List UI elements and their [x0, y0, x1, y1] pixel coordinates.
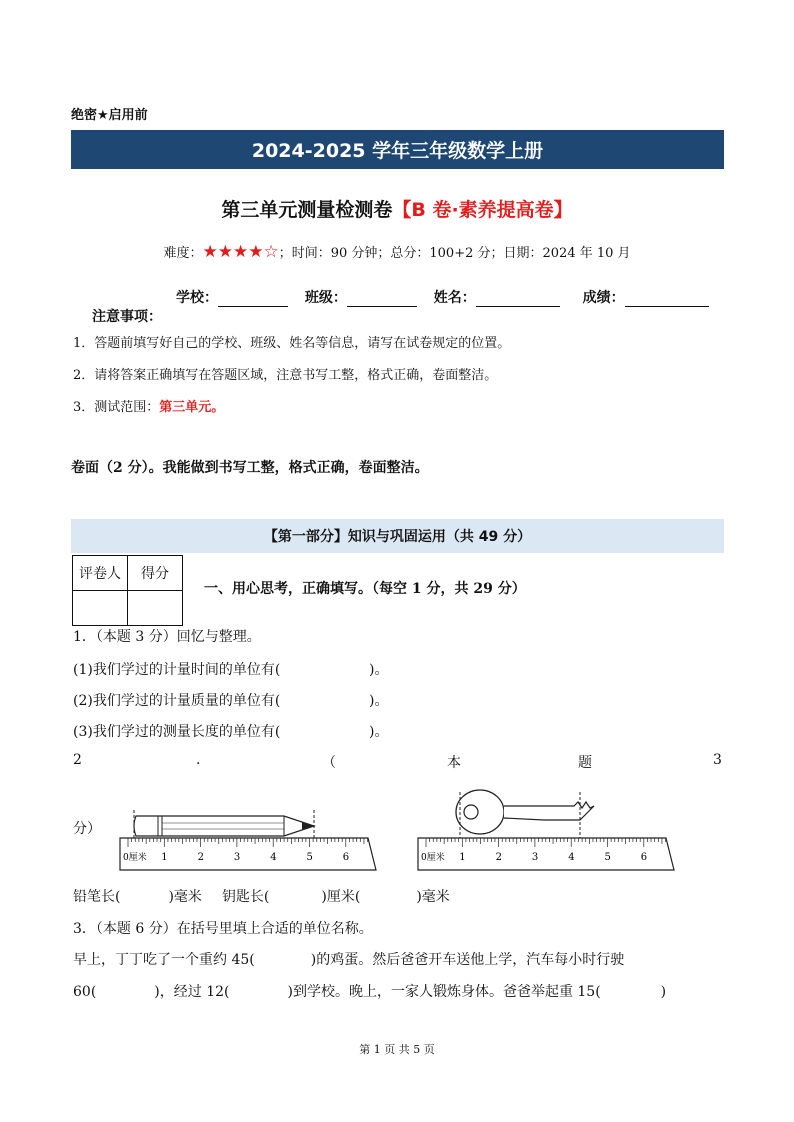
q1-b-text: (2)我们学过的计量质量的单位有( — [73, 693, 281, 709]
q1-stem: 1．（本题 3 分）回忆与整理。 — [73, 629, 261, 645]
score-cell[interactable] — [128, 591, 183, 626]
exam-title-bar: 2024-2025 学年三年级数学上册 — [71, 130, 724, 169]
difficulty-stars — [202, 242, 279, 262]
q3-stem: 3．（本题 6 分）在括号里填上合适的单位名称。 — [73, 921, 373, 937]
part1-header: 【第一部分】知识与巩固运用（共 49 分） — [71, 519, 724, 553]
ruler-number: 3 — [233, 852, 241, 863]
class-field[interactable] — [347, 290, 417, 307]
q1-c-blank[interactable]: )。 — [369, 724, 389, 740]
page-footer: 第 1 页 共 5 页 — [359, 1043, 435, 1056]
filled-star-icon: ★ — [217, 242, 233, 262]
ruler-number: 4 — [568, 852, 575, 863]
ruler-number: 4 — [270, 852, 277, 863]
ruler-number: 1 — [459, 852, 466, 863]
q3-text-3: 60( — [73, 984, 97, 1000]
q1-c-text: (3)我们学过的测量长度的单位有( — [73, 724, 281, 740]
section1-title: 一、用心思考，正确填写。（每空 1 分，共 29 分） — [204, 581, 526, 597]
note-item-3-prefix: 3．测试范围： — [73, 400, 160, 415]
q1-a — [73, 659, 473, 679]
ruler-number: 2 — [197, 852, 204, 863]
difficulty-label: 难度： — [163, 246, 203, 261]
q2-answers — [73, 886, 533, 906]
class-label: 班级： — [304, 290, 347, 306]
ruler-2 — [418, 838, 674, 870]
ruler-number: 3 — [531, 852, 539, 863]
score-header: 得分 — [128, 556, 183, 591]
note-item-1: 1．答题前填写好自己的学校、班级、姓名等信息，请写在试卷规定的位置。 — [73, 336, 511, 351]
ruler-number: 1 — [161, 852, 168, 863]
q3-text-1: 早上，丁丁吃了一个重约 45( — [73, 952, 255, 968]
ruler-number: 2 — [495, 852, 502, 863]
filled-star-icon: ★ — [202, 242, 218, 262]
ruler-1-zero: 0厘米 — [123, 853, 147, 863]
ruler-1 — [120, 838, 376, 870]
ruler-number: 6 — [640, 852, 648, 863]
school-field[interactable] — [218, 290, 288, 307]
key-cm-unit: )厘米( — [321, 889, 361, 905]
exam-subtitle — [0, 195, 794, 222]
neatness-note: 卷面（2 分）。我能做到书写工整，格式正确，卷面整洁。 — [71, 460, 429, 476]
score-field[interactable] — [625, 290, 709, 307]
q2-fen: 分） — [73, 821, 101, 837]
q2-paren: （ — [322, 755, 336, 771]
q3-line1 — [73, 949, 733, 969]
pencil-ruler-figure — [118, 808, 378, 872]
name-field[interactable] — [476, 290, 560, 307]
score-label: 成绩： — [582, 290, 625, 306]
ruler-number: 5 — [306, 852, 313, 863]
school-label: 学校： — [176, 290, 218, 306]
q3-text-6: ) — [660, 984, 667, 1000]
q2-char-ti: 题 — [578, 755, 592, 771]
name-label: 姓名： — [433, 290, 476, 306]
q1-c — [73, 721, 473, 741]
key-mm-unit: )毫米 — [416, 889, 450, 905]
pencil-unit: )毫米 — [168, 889, 202, 905]
student-info-row — [176, 287, 709, 307]
ruler-2-zero: 0厘米 — [421, 853, 445, 863]
ruler-number: 6 — [342, 852, 350, 863]
q2-dot: . — [196, 752, 201, 768]
q3-line2 — [73, 981, 733, 1001]
filled-star-icon: ★ — [248, 242, 264, 262]
q3-text-5: )到学校。晚上，一家人锻炼身体。爸爸举起重 15( — [287, 984, 601, 1000]
filled-star-icon: ★ — [232, 242, 249, 262]
key-length-label: 钥匙长( — [221, 889, 270, 905]
note-item-2: 2．请将答案正确填写在答题区域，注意书写工整，格式正确，卷面整洁。 — [73, 368, 498, 383]
q1-a-text: (1)我们学过的计量时间的单位有( — [73, 662, 281, 678]
q1-b — [73, 690, 473, 710]
q2-points: 3 — [713, 752, 722, 768]
q3-text-2: )的鸡蛋。然后爸爸开车送他上学，汽车每小时行驶 — [310, 952, 625, 968]
q2-number: 2 — [73, 752, 82, 768]
ruler-number: 5 — [604, 852, 611, 863]
meta-info: ；时间：90 分钟；总分：100+2 分；日期：2024 年 10 月 — [278, 246, 631, 261]
grader-cell[interactable] — [73, 591, 128, 626]
notes-title: 注意事项： — [92, 309, 162, 325]
test-range: 第三单元。 — [159, 400, 225, 415]
key-icon — [456, 790, 594, 840]
q2-char-ben: 本 — [447, 755, 461, 771]
subtitle-main: 第三单元测量检测卷 — [221, 199, 393, 221]
q3-text-4: )，经过 12( — [154, 984, 230, 1000]
grader-score-table — [72, 555, 183, 626]
grader-header: 评卷人 — [73, 556, 128, 591]
key-ruler-figure — [414, 786, 676, 872]
q1-b-blank[interactable]: )。 — [369, 693, 389, 709]
empty-star-icon: ☆ — [263, 242, 279, 262]
q1-a-blank[interactable]: )。 — [369, 662, 389, 678]
pencil-icon — [134, 810, 314, 840]
pencil-length-label: 铅笔长( — [73, 889, 121, 905]
note-item-3 — [73, 396, 224, 415]
subtitle-tag: 【B 卷·素养提高卷】 — [392, 199, 573, 221]
exam-meta — [0, 242, 794, 262]
secret-label: 绝密★启用前 — [71, 108, 148, 123]
